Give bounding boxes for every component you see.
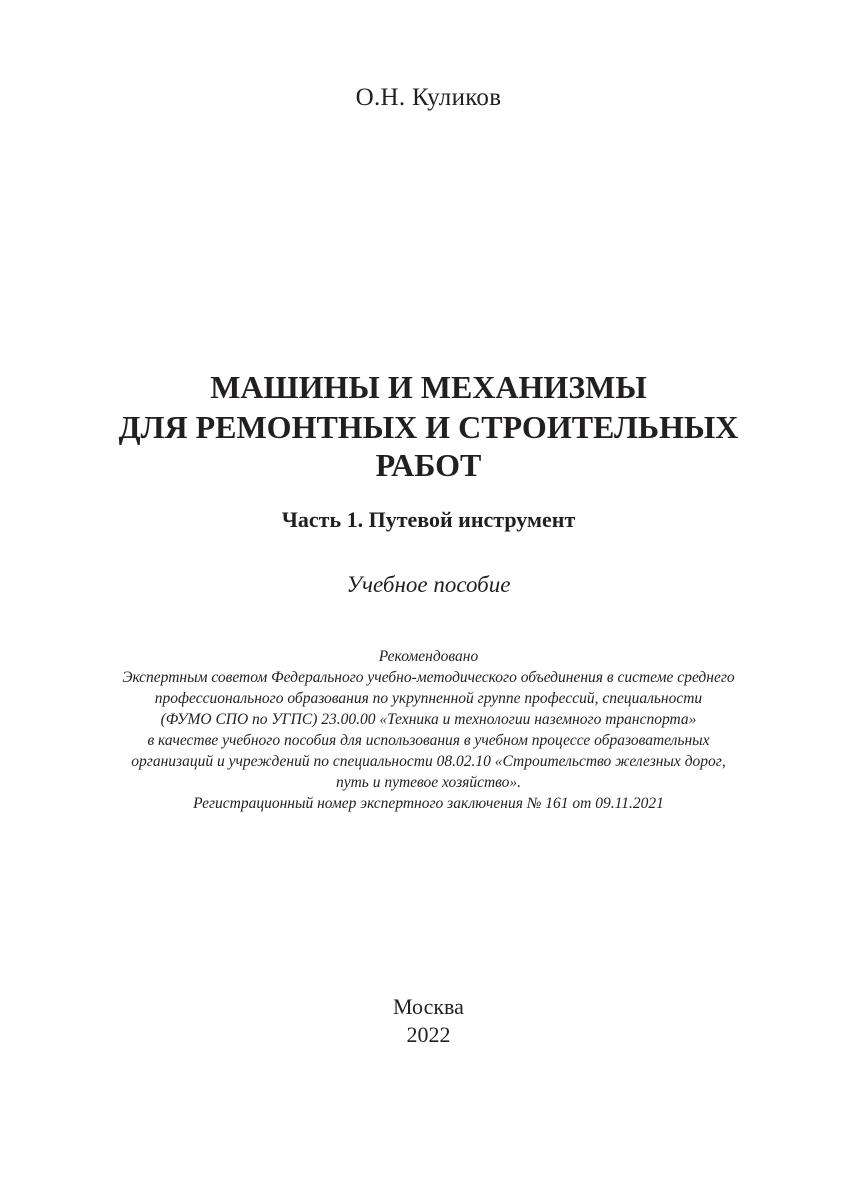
recommendation-line: организаций и учреждений по специальности 08.02.10 «Строительство железных дорог, <box>131 753 726 770</box>
publication-type: Учебное пособие <box>346 572 511 597</box>
recommendation-line: Экспертным советом Федерального учебно-методического объединения в системе среднего <box>122 669 735 686</box>
recommendation-line: (ФУМО СПО по УГПС) 23.00.00 «Техника и технологии наземного транспорта» <box>160 711 697 728</box>
recommendation-line: в качестве учебного пособия для использования в учебном процессе образовательных <box>147 732 710 749</box>
imprint-year: 2022 <box>406 1022 451 1047</box>
recommendation-heading: Рекомендовано <box>378 648 479 665</box>
title-line: РАБОТ <box>375 447 482 483</box>
recommendation-line: путь и путевое хозяйство». <box>335 774 522 791</box>
imprint-city: Москва <box>393 994 464 1019</box>
registration-number: Регистрационный номер экспертного заключения № 161 от 09.11.2021 <box>193 795 664 812</box>
recommendation-line: профессионального образования по укрупненной группе профессий, специальности <box>154 690 703 707</box>
author-name: О.Н. Куликов <box>355 84 502 111</box>
title-line: ДЛЯ РЕМОНТНЫХ И СТРОИТЕЛЬНЫХ <box>118 409 739 445</box>
part-subtitle: Часть 1. Путевой инструмент <box>281 507 576 532</box>
title-line: МАШИНЫ И МЕХАНИЗМЫ <box>210 369 647 405</box>
